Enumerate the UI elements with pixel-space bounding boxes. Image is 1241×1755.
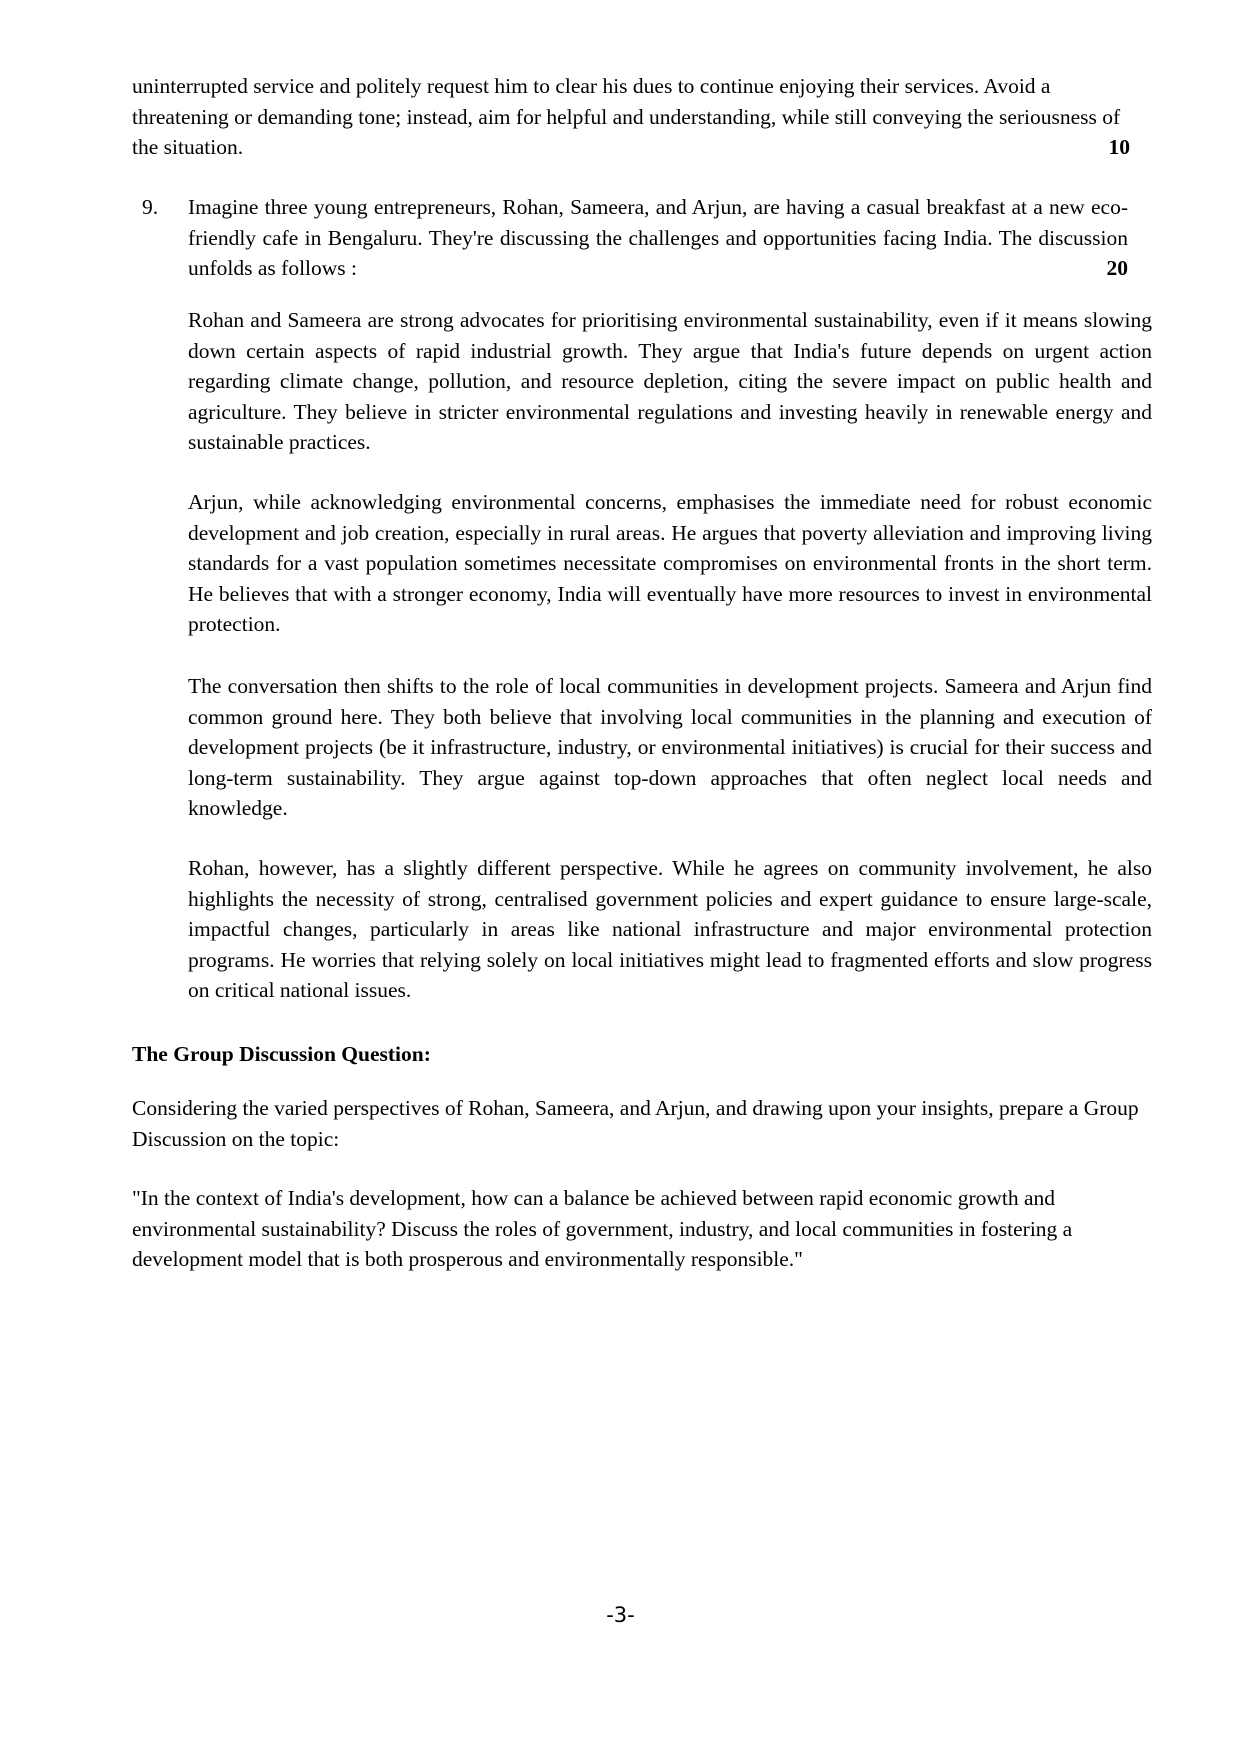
question-paragraph-rohan-sameera: Rohan and Sameera are strong advocates for prioritising environmental sustainability, even if it means slowing down certain aspects of rapid industrial growth. They argue that India's future depends on urgent action regarding climate change, pollution, and resource depletion, citing the severe impact on public health and agriculture. They believe in stricter environmental regulations and investing heavily in renewable energy and sustainable practices. (188, 308, 1152, 454)
question-paragraph-arjun: Arjun, while acknowledging environmental concerns, emphasises the immediate need for robust economic development and job creation, especially in rural areas. He argues that poverty alleviation and improving living standards for a vast population sometimes necessitate compromises on environmental fronts in the short term. He believes that with a stronger economy, India will eventually have more resources to invest in environmental protection. (188, 490, 1152, 636)
question-paragraph-local-communities: The conversation then shifts to the role of local communities in development projects. Sameera and Arjun find common ground here. They both believe that involving local communities in the planning and execution of development projects (be it infrastructure, industry, or environmental initiatives) is crucial for their success and long-term sustainability. They argue against top-down approaches that often neglect local needs and knowledge. (188, 674, 1152, 820)
marks-badge-10: 10 (1108, 135, 1130, 159)
question-number: 9. (142, 195, 159, 219)
question-intro (188, 192, 1128, 284)
group-discussion-heading: The Group Discussion Question: (132, 1042, 431, 1066)
group-discussion-topic: "In the context of India's development, how can a balance be achieved between rapid economic growth and environmental sustainability? Discuss the roles of government, industry, and local communities in fostering a development model that is both prosperous and environmentally responsible." (132, 1186, 1073, 1271)
continuation-paragraph-text: uninterrupted service and politely request him to clear his dues to continue enjoying their services. Avoid a threatening or demanding tone; instead, aim for helpful and understanding, while still conveying the seriousness of the situation. (132, 74, 1121, 159)
question-intro-text: Imagine three young entrepreneurs, Rohan, Sameera, and Arjun, are having a casual breakfast at a new eco-friendly cafe in Bengaluru. They're discussing the challenges and opportunities facing India. The discussion unfolds as follows : (188, 195, 1128, 280)
page-number: -3- (606, 1603, 635, 1627)
marks-badge-20: 20 (1106, 256, 1128, 280)
continuation-paragraph (132, 71, 1130, 163)
group-discussion-instruction: Considering the varied perspectives of Rohan, Sameera, and Arjun, and drawing upon your insights, prepare a Group Discussion on the topic: (132, 1096, 1139, 1151)
question-paragraph-rohan-perspective: Rohan, however, has a slightly different perspective. While he agrees on community involvement, he also highlights the necessity of strong, centralised government policies and expert guidance to ensure large-scale, impactful changes, particularly in areas like national infrastructure and major environmental protection programs. He worries that relying solely on local initiatives might lead to fragmented efforts and slow progress on critical national issues. (188, 856, 1152, 1002)
